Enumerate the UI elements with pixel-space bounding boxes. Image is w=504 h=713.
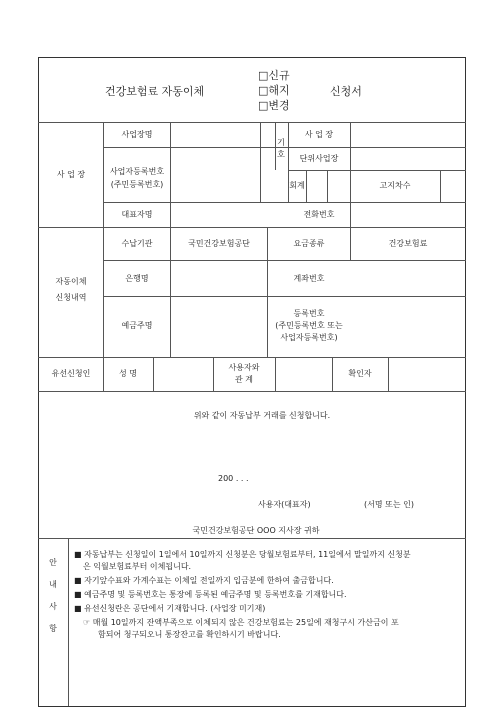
depositor-label: 예금주명 [121, 321, 153, 330]
divider [350, 170, 351, 202]
divider [327, 170, 328, 202]
guide-item: ☞ 매월 10일까지 잔액부족으로 이체되지 않은 건강보험료는 25일에 재청구시 가산금이 포 [83, 618, 399, 627]
form-title-suffix: 신청서 [330, 85, 362, 98]
guide-item: 은 익월보험료부터 이체됩니다. [83, 562, 192, 571]
divider [103, 122, 104, 358]
guide-label: 내 [49, 580, 57, 589]
institution-value: 국민건강보험공단 [188, 239, 250, 248]
representative-label: 대표자명 [121, 210, 153, 219]
divider [388, 357, 389, 391]
signer-label: 사용자(대표자) [258, 500, 311, 509]
divider [103, 296, 466, 297]
declaration-statement: 위와 같이 자동납부 거래를 신청합니다. [193, 411, 331, 420]
business-name-label: 사업장명 [121, 130, 153, 139]
relation-label-sub: 관 계 [235, 375, 253, 384]
divider [275, 357, 276, 391]
guide-item: ■ 자기앞수표와 가계수표는 이체일 전일까지 입금분에 한하여 출금합니다. [74, 576, 334, 585]
regno-label-sub2: 사업자등록번호) [280, 333, 338, 342]
business-reg-label: 사업자등록번호 [109, 167, 165, 176]
divider [267, 228, 268, 358]
guide-label: 항 [49, 624, 57, 633]
divider [38, 391, 466, 392]
unit-site-label: 단위사업장 [299, 154, 339, 163]
divider [275, 122, 276, 170]
form-title: 건강보험료 자동이체 [105, 85, 205, 98]
confirmer-label: 확인자 [348, 369, 372, 378]
divider [440, 170, 441, 202]
option-change[interactable]: □변경 [258, 99, 290, 112]
transfer-section-label-sub: 신청내역 [55, 293, 87, 302]
phone-label: 전화번호 [303, 210, 335, 219]
signature-label: (서명 또는 인) [364, 500, 414, 509]
divider [213, 357, 214, 391]
option-new[interactable]: □신규 [258, 69, 290, 82]
guide-item: ■ 예금주명 및 등록번호는 통장에 등록된 예금주명 및 등록번호를 기재합니다. [74, 590, 347, 599]
accounting-label: 회계 [289, 181, 305, 190]
notice-label: 고지차수 [379, 181, 411, 190]
phone-applicant-label: 유선신청인 [51, 369, 91, 378]
recipient: 국민건강보험공단 OOO 지사장 귀하 [192, 526, 320, 535]
divider [170, 122, 171, 228]
fee-type-value: 건강보험료 [388, 239, 428, 248]
divider [153, 357, 154, 391]
divider [170, 228, 171, 358]
relation-label: 사용자와 [228, 363, 260, 372]
fee-type-label: 요금종류 [293, 239, 325, 248]
divider [350, 122, 351, 170]
divider [350, 202, 351, 228]
divider [103, 202, 466, 203]
business-section-label: 사 업 장 [56, 170, 86, 179]
bank-label: 은행명 [125, 274, 149, 283]
guide-label: 사 [49, 602, 57, 611]
divider [306, 170, 307, 202]
symbol-label-sub: 호 [277, 150, 285, 159]
applicant-name-label: 성 명 [119, 369, 137, 378]
transfer-section-label: 자동이체 [55, 277, 87, 286]
divider [103, 260, 466, 261]
divider [103, 357, 104, 391]
guide-item: 함되어 청구되오니 통장잔고를 확인하시기 바랍니다. [98, 630, 281, 639]
institution-label: 수납기관 [121, 239, 153, 248]
option-cancel[interactable]: □해지 [258, 84, 290, 97]
regno-label: 등록번호 [293, 309, 325, 318]
guide-item: ■ 유선신청란은 공단에서 기재합니다. (사업장 미기재) [74, 604, 266, 613]
account-label: 계좌번호 [293, 274, 325, 283]
business-reg-label-sub: (주민등록번호) [110, 180, 164, 189]
symbol-label: 기 [277, 138, 285, 147]
divider [350, 228, 351, 260]
regno-label-sub: (주민등록번호 또는 [275, 321, 343, 330]
application-date: 200 . . . [218, 474, 249, 483]
divider [38, 538, 466, 539]
guide-item: ■ 자동납부는 신청일이 1일에서 10일까지 신청분은 당월보험료부터, 11일에서 말일까지 신청분 [74, 550, 411, 559]
divider [332, 357, 333, 391]
site-label: 사 업 장 [304, 130, 334, 139]
divider [260, 122, 261, 202]
divider [68, 538, 69, 706]
guide-label: 안 [49, 558, 57, 567]
